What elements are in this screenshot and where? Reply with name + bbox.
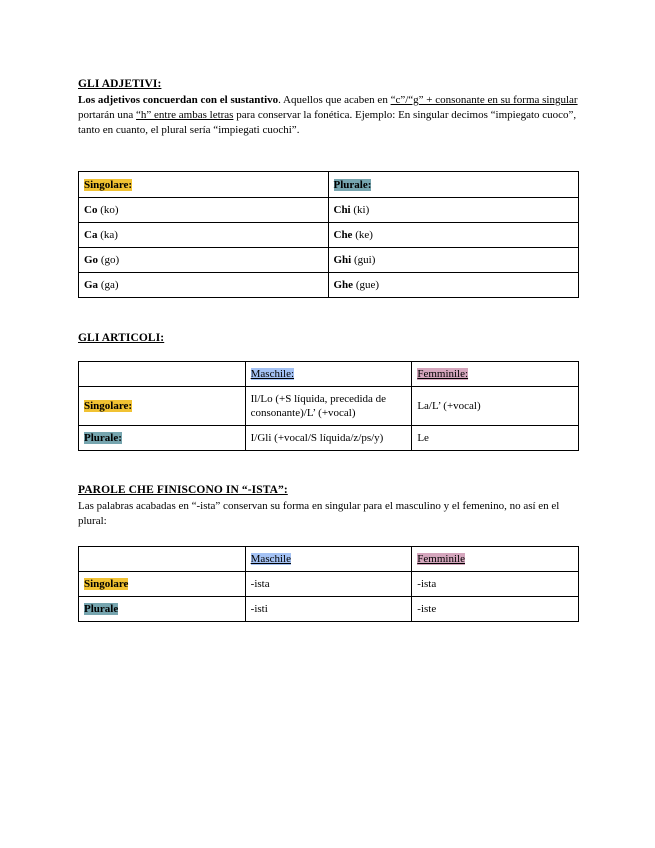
header-cell (79, 172, 329, 198)
table-cell: -iste (412, 597, 579, 622)
cell-text: (gue) (353, 279, 380, 291)
cell-text: (ka) (97, 229, 118, 241)
cell-text: (gui) (351, 254, 376, 266)
cell-bold: Ghe (333, 279, 354, 291)
adjetivos-lead: Los adjetivos concuerdan con el sustantivo (78, 94, 279, 106)
table-cell (79, 273, 329, 298)
row-label-cell (79, 597, 246, 622)
table-cell: La/L’ (+vocal) (412, 387, 579, 426)
row-label-cell (79, 426, 246, 451)
plurale-header: Plurale: (333, 178, 372, 191)
ista-heading: PAROLE CHE FINISCONO IN “-ISTA”: (78, 484, 288, 496)
row-label-cell (79, 572, 246, 597)
table-cell (328, 198, 579, 223)
table-row (79, 198, 579, 223)
adjetivos-paragraph (78, 93, 578, 138)
header-cell (245, 547, 412, 572)
cell-bold: Chi (333, 204, 351, 216)
ista-table (78, 546, 579, 622)
cell-text: (ke) (352, 229, 373, 241)
table-cell (79, 248, 329, 273)
cell-bold: Co (84, 204, 98, 216)
cell-bold: Ga (84, 279, 99, 291)
adjetivos-text-1: . Aquellos que acaben en (278, 94, 391, 106)
cell-bold: Ca (84, 229, 98, 241)
femminile-header: Femminile: (417, 368, 469, 380)
header-cell (412, 547, 579, 572)
adjetivos-text-2: portarán una (78, 109, 137, 121)
table-cell: Le (412, 426, 579, 451)
empty-cell (79, 362, 246, 387)
table-row (79, 387, 579, 426)
table-cell: Il/Lo (+S líquida, precedida de consonante)/L’ (+vocal) (245, 387, 412, 426)
cell-bold: Che (333, 229, 353, 241)
table-header-row (79, 172, 579, 198)
singolare-label: Singolare (84, 578, 129, 590)
cell-text: (ko) (97, 204, 119, 216)
maschile-header: Maschile: (250, 368, 295, 380)
row-label-cell (79, 387, 246, 426)
table-row (79, 572, 579, 597)
adjetivos-text-3: para conservar la fonética. Ejemplo: En singular decimos “impiegato cuoco”, tanto en cuanto, el plural sería “impiegati cuochi”. (78, 109, 577, 136)
empty-cell (79, 547, 246, 572)
articoli-table (78, 361, 579, 451)
table-cell (328, 248, 579, 273)
adjetivos-heading: GLI ADJETIVI: (78, 78, 162, 90)
table-cell (79, 198, 329, 223)
cell-text: (ki) (350, 204, 370, 216)
articoli-heading: GLI ARTICOLI: (78, 332, 165, 344)
cell-text: (go) (98, 254, 120, 266)
table-cell (328, 273, 579, 298)
table-cell: -isti (245, 597, 412, 622)
header-cell (412, 362, 579, 387)
table-cell (79, 223, 329, 248)
plurale-label: Plurale (84, 603, 119, 615)
ista-paragraph: Las palabras acabadas en “-ista” conservan su forma en singular para el masculino y el femenino, no así en el plural: (78, 500, 560, 527)
table-row (79, 223, 579, 248)
table-cell: -ista (245, 572, 412, 597)
adjetivos-table (78, 171, 579, 298)
table-cell: I/Gli (+vocal/S líquida/z/ps/y) (245, 426, 412, 451)
header-cell (245, 362, 412, 387)
maschile-header: Maschile (250, 553, 291, 565)
plurale-label: Plurale: (84, 432, 122, 444)
cell-text: (ga) (98, 279, 119, 291)
table-row (79, 597, 579, 622)
adjetivos-underlined-2: “h” entre ambas letras (136, 109, 234, 121)
singolare-label: Singolare: (84, 400, 133, 412)
cell-bold: Ghi (333, 254, 352, 266)
header-cell (328, 172, 579, 198)
singolare-header: Singolare: (84, 178, 133, 191)
table-header-row (79, 547, 579, 572)
adjetivos-underlined-1: “c”/“g” + consonante en su forma singular (390, 94, 578, 106)
table-cell: -ista (412, 572, 579, 597)
table-row (79, 248, 579, 273)
table-row (79, 426, 579, 451)
table-row (79, 273, 579, 298)
cell-bold: Go (84, 254, 99, 266)
femminile-header: Femminile (417, 553, 465, 565)
table-cell (328, 223, 579, 248)
table-header-row (79, 362, 579, 387)
